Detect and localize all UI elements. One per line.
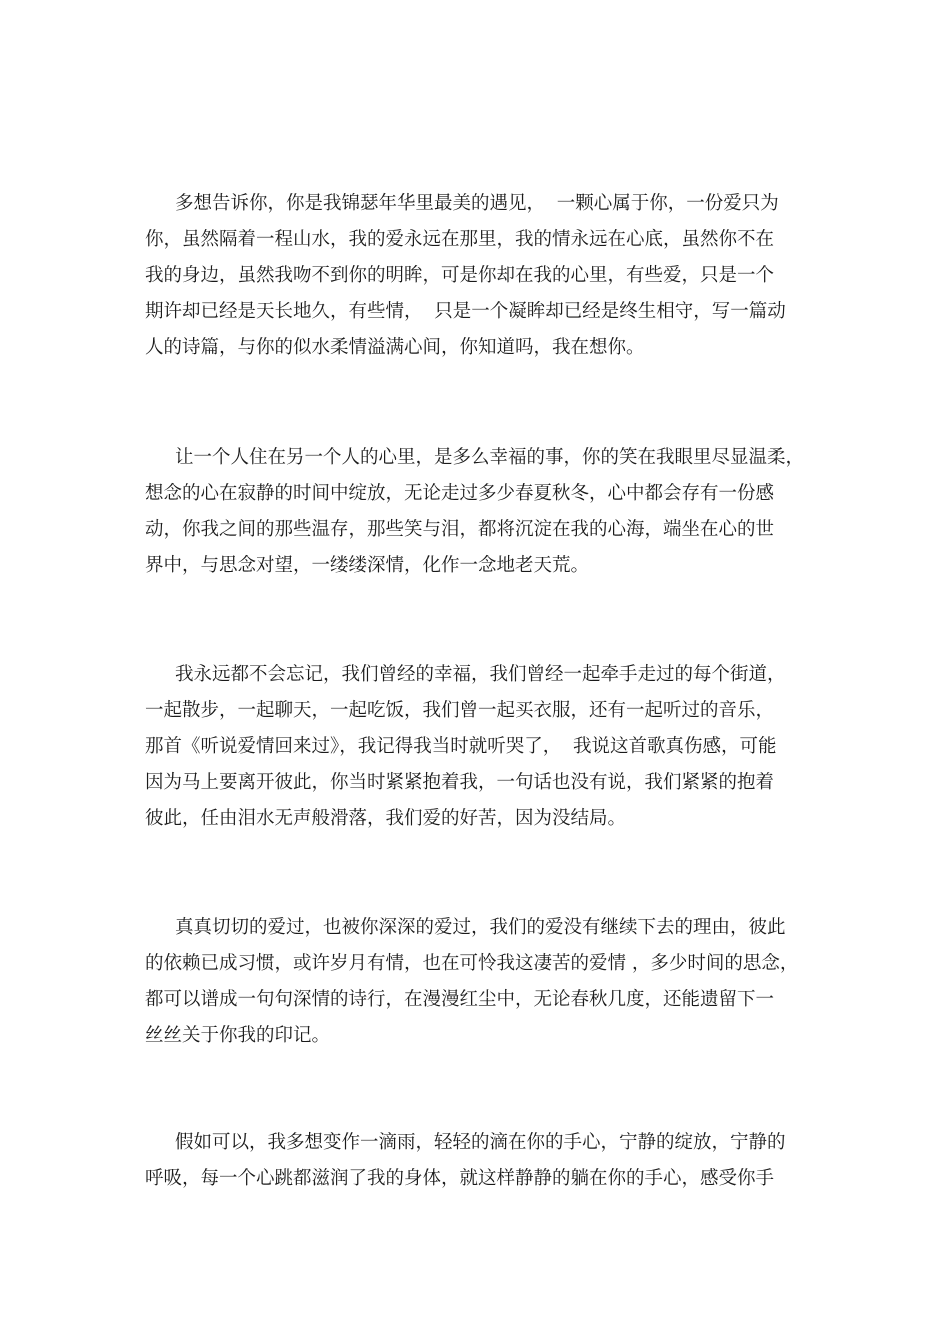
paragraph-line: 人的诗篇，与你的似水柔情溢满心间，你知道吗，我在想你。	[145, 337, 645, 358]
paragraph-line: 那首《听说爱情回来过》，我记得我当时就听哭了， 我说这首歌真伤感，可能	[145, 736, 777, 757]
paragraph-4	[145, 910, 805, 1054]
paragraph-line: 假如可以，我多想变作一滴雨，轻轻的滴在你的手心，宁静的绽放，宁静的	[175, 1132, 786, 1153]
paragraph-line: 期许却已经是天长地久，有些情， 只是一个凝眸却已经是终生相守，写一篇动	[145, 301, 786, 322]
paragraph-line: 丝丝关于你我的印记。	[145, 1025, 331, 1046]
paragraph-line: 真真切切的爱过，也被你深深的爱过，我们的爱没有继续下去的理由，彼此	[175, 917, 786, 938]
paragraph-line: 多想告诉你，你是我锦瑟年华里最美的遇见， 一颗心属于你，一份爱只为	[175, 193, 779, 214]
paragraph-line: 你，虽然隔着一程山水，我的爱永远在那里，我的情永远在心底，虽然你不在	[145, 229, 775, 250]
paragraph-line: 界中，与思念对望，一缕缕深情，化作一念地老天荒。	[145, 555, 590, 576]
paragraph-2	[145, 440, 805, 584]
paragraph-line: 呼吸，每一个心跳都滋润了我的身体，就这样静静的躺在你的手心，感受你手	[145, 1168, 775, 1189]
paragraph-line: 想念的心在寂静的时间中绽放，无论走过多少春夏秋冬，心中都会存有一份感	[145, 483, 775, 504]
paragraph-3	[145, 657, 805, 837]
paragraph-1	[145, 186, 805, 366]
paragraph-line: 因为马上要离开彼此，你当时紧紧抱着我，一句话也没有说，我们紧紧的抱着	[145, 772, 775, 793]
paragraph-line: 让一个人住在另一个人的心里，是多么幸福的事，你的笑在我眼里尽显温柔，	[175, 447, 805, 468]
paragraph-line: 都可以谱成一句句深情的诗行，在漫漫红尘中，无论春秋几度，还能遗留下一	[145, 989, 775, 1010]
paragraph-line: 的依赖已成习惯，或许岁月有情，也在可怜我这凄苦的爱情 ，多少时间的思念，	[145, 953, 799, 974]
paragraph-line: 一起散步，一起聊天，一起吃饭，我们曾一起买衣服，还有一起听过的音乐，	[145, 700, 775, 721]
paragraph-5	[145, 1125, 805, 1197]
paragraph-line: 动，你我之间的那些温存，那些笑与泪，都将沉淀在我的心海，端坐在心的世	[145, 519, 775, 540]
paragraph-line: 彼此，任由泪水无声般滑落，我们爱的好苦，因为没结局。	[145, 808, 627, 829]
paragraph-line: 我永远都不会忘记，我们曾经的幸福，我们曾经一起牵手走过的每个街道，	[175, 664, 786, 685]
paragraph-line: 我的身边，虽然我吻不到你的明眸，可是你却在我的心里，有些爱，只是一个	[145, 265, 775, 286]
